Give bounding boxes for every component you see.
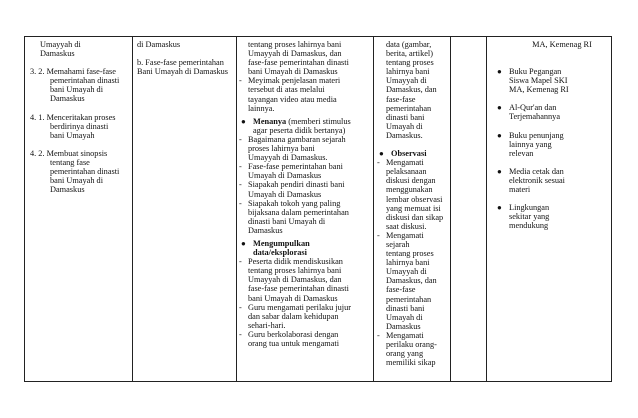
bullet-icon: ● (241, 116, 246, 126)
column-divider (486, 37, 487, 381)
material-text: Bani Umayah di Damaskus (137, 67, 229, 77)
activity-item: - Fase-fase pemerintahan bani Umayah di Damaskus (239, 162, 371, 180)
bullet-icon: ● (497, 166, 502, 176)
resource-item: ● Al-Qur'an dan Terjemahannya (497, 103, 561, 122)
activity-item: - Siapakah tokoh yang paling bijaksana dalam pemerintahan dinasti bani Umayah di Damaskus (239, 199, 371, 235)
material-text: di Damaskus (137, 40, 181, 49)
indicator-text: bani Umayah di (50, 176, 103, 186)
activity-text: tentang proses lahirnya bani (248, 40, 342, 49)
bullet-icon: ● (379, 149, 384, 159)
material-text: b. Fase-fase pemerintahan (137, 58, 224, 68)
resource-text: MA, Kemenag RI (532, 40, 592, 49)
column-divider (373, 37, 374, 381)
indicator-text: tentang fase (50, 157, 90, 167)
indicator-text: pemerintahan dinasti (50, 167, 120, 177)
activity-item: - Peserta didik mendiskusikan tentang proses lahirnya bani Umayyah di Damaskus, dan fase-fase pemerintahan dinasti bani Umayah di Damaskus (239, 257, 371, 302)
indicator-4-2: 4. 2. Membuat sinopsis (30, 148, 108, 158)
indicator-column (30, 40, 130, 194)
column-divider (450, 37, 451, 381)
indicator-text: berdirinya dinasti (50, 121, 109, 131)
bullet-icon: ● (497, 103, 502, 113)
activity-item: - Guru mengamati perilaku jujur dan sabar dalam kehidupan sehari-hari. (239, 303, 371, 330)
resource-item: ● Buku Pegangan Siswa Mapel SKI MA, Kemenag RI (497, 67, 569, 95)
column-divider (132, 37, 133, 381)
indicator-text: Umayyah di (40, 40, 81, 49)
assessment-column (377, 40, 449, 367)
indicator-text: bani Umayah (50, 130, 95, 140)
assessment-item: - Mengamati sejarah tentang proses lahirnya bani Umayyah di Damaskus, dan fase-fase pemerintahan dinasti bani Umayah di Damaskus (377, 231, 449, 331)
indicator-text: pemerintahan dinasti (50, 76, 120, 86)
activity-item: - Siapakah pendiri dinasti bani Umayah di Damaskus (239, 180, 371, 198)
assessment-item: - Mengamati perilaku orang- orang yang memiliki sikap (377, 331, 449, 367)
indicator-text: Damaskus (50, 185, 85, 195)
material-column (137, 40, 235, 76)
bullet-icon: ● (497, 203, 502, 213)
indicator-3-2: 3. 2. Memahami fase-fase (30, 67, 116, 77)
learning-resources-column (495, 40, 611, 230)
indicator-text: bani Umayah di (50, 85, 103, 95)
bullet-icon: ● (241, 238, 246, 248)
lesson-plan-table (24, 36, 612, 382)
assessment-text: data (gambar, berita, artikel) tentang proses lahirnya bani Umayyah di Damaskus, dan fase-fase pemerintahan dinasti bani Umayah di Damaskus. (386, 40, 437, 140)
menanya-heading: ● Menanya (memberi stimulus agar peserta didik bertanya) (241, 116, 351, 135)
bullet-icon: ● (497, 67, 502, 77)
activity-text: Umayyah di Damaskus, dan (248, 49, 342, 59)
resource-item: ● Lingkungan sekitar yang mendukung (497, 203, 550, 231)
indicator-text: Damaskus (50, 94, 85, 104)
activity-item: - Guru berkolaborasi dengan orang tua untuk mengamati (239, 330, 371, 348)
bullet-icon: ● (497, 130, 502, 140)
activity-item: - Meyimak penjelasan materi tersebut di atas melalui tayangan video atau media lainnya. (239, 76, 371, 112)
observasi-heading: ● Observasi (379, 149, 427, 159)
mengumpulkan-heading: ● Mengumpulkan data/eksplorasi (241, 238, 310, 258)
learning-activity-column (239, 40, 371, 348)
assessment-item: - Mengamati pelaksanaan diskusi dengan menggunakan lembar observasi yang memuat isi diskusi dan sikap saat diskusi. (377, 158, 449, 231)
indicator-4-1: 4. 1. Menceritakan proses (30, 112, 116, 122)
activity-text: fase-fase pemerintahan dinasti (248, 58, 349, 68)
resource-item: ● Buku penunjang lainnya yang relevan (497, 130, 564, 158)
indicator-text: Damaskus (40, 49, 75, 59)
activity-item: - Bagaimana gambaran sejarah proses lahirnya bani Umayyah di Damaskus. (239, 135, 371, 162)
column-divider (236, 37, 237, 381)
activity-text: bani Umayah di Damaskus (248, 67, 338, 77)
resource-item: ● Media cetak dan elektronik sesuai materi (497, 166, 565, 195)
